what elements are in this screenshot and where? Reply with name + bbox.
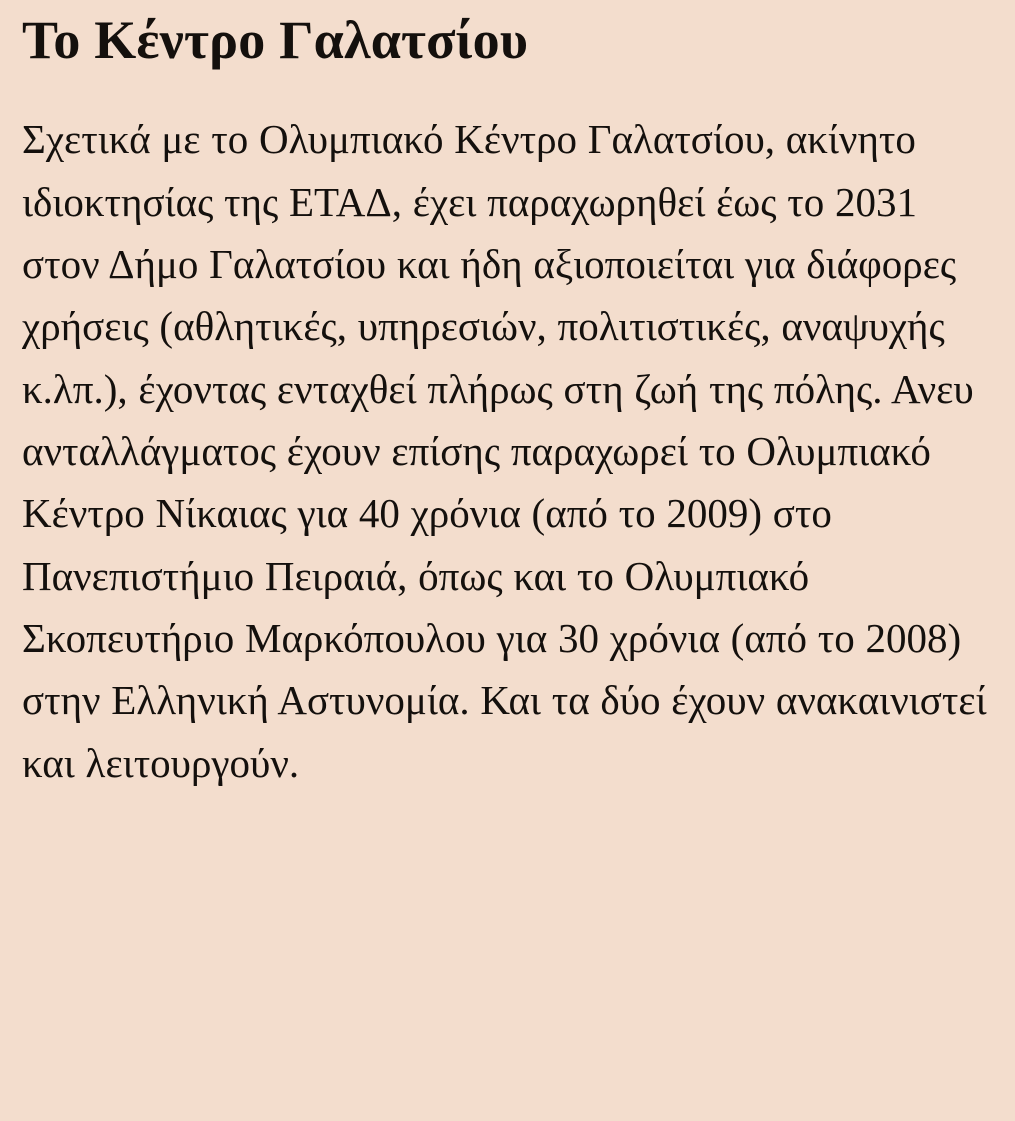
page-title: Το Κέντρο Γαλατσίου — [22, 10, 529, 70]
article-body-paragraph: Σχετικά με το Ολυμπιακό Κέντρο Γαλατσίου, ακίνητο ιδιοκτησίας της ΕΤΑΔ, έχει παραχωρηθεί έως το 2031 στον Δήμο Γαλατσίου και ήδη αξιοποιείται για διάφορες χρήσεις (αθλητικές, υπηρεσιών, πολιτιστικές, αναψυχής κ.λπ.), έχοντας ενταχθεί πλήρως στη ζωή της πόλης. Ανευ ανταλλάγματος έχουν επίσης παραχωρεί το Ολυμπιακό Κέντρο Νίκαιας για 40 χρόνια (από το 2009) στο Πανεπιστήμιο Πειραιά, όπως και το Ολυμπιακό Σκοπευτήριο Μαρκόπουλου για 30 χρόνια (από το 2008) στην Ελληνική Αστυνομία. Και τα δύο έχουν ανακαινιστεί και λειτουργούν. — [22, 116, 987, 786]
